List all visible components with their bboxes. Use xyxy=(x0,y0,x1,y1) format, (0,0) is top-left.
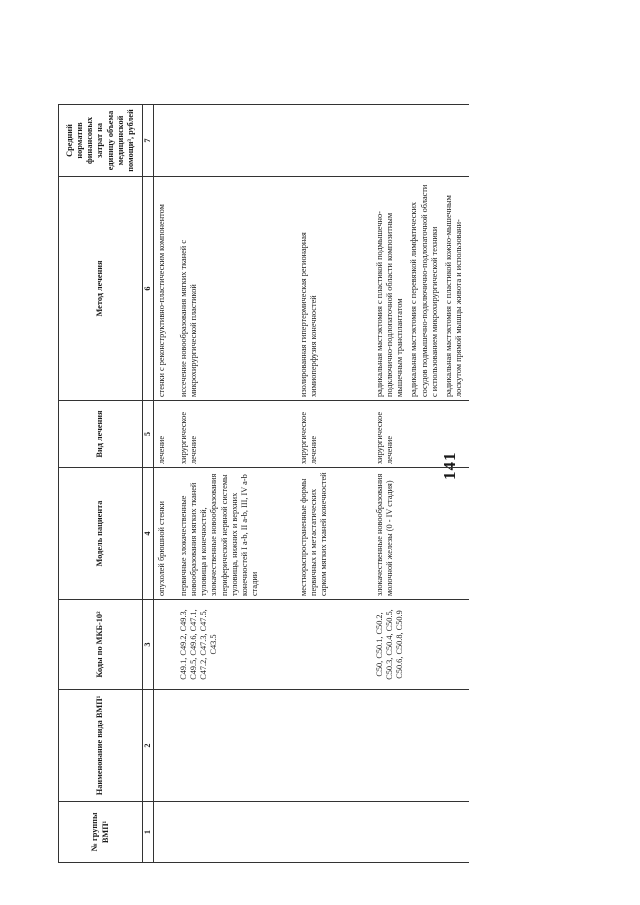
header-row xyxy=(59,105,143,863)
model-text: первичные злокачественные новообразования мягких тканей туловища и конечностей, злокачественные новообразования периферической нервной системы туловища, нижних и верхних конечностей I a-b, II a-b, III, IV a-b стадии xyxy=(179,473,259,596)
group-cell xyxy=(154,802,469,863)
col-number: 1 xyxy=(143,802,154,863)
col-number: 4 xyxy=(143,468,154,600)
col-number: 3 xyxy=(143,600,154,690)
treatment-type-text: хирургическое лечение xyxy=(179,411,199,464)
page-number: 141 xyxy=(440,451,459,480)
table-row xyxy=(154,105,469,863)
method-text: радикальная мастэктомия с перевязкой лимфатических сосудов подмышечно-подключично-подлопаточной области с использованием микрохирургической техники xyxy=(409,184,439,397)
column-number-row xyxy=(143,105,154,863)
treatment-table xyxy=(58,104,469,863)
col-header-cost: Средний норматив финансовых затрат на единицу объема медицинской помощи³, рублей xyxy=(59,105,143,177)
model-text: опухолей брюшной стенки xyxy=(157,501,167,596)
method-text: радикальная мастэктомия с пластикой кожно-мышечным лоскутом прямой мышцы живота и использовани- xyxy=(443,195,463,397)
col-number: 5 xyxy=(143,401,154,468)
treatment-type-text: хирургическое лечение xyxy=(299,411,319,464)
col-header-codes: Коды по МКБ-10² xyxy=(59,600,143,690)
method-text: изолированная гипертермическая регионарная химиоперфузия конечностей xyxy=(299,232,319,397)
codes-text: С50, С50.1, С50.2, С50.3, С50.4, С50.5, С50.6, С50.8, С50.9 xyxy=(375,609,405,680)
method-text: радикальная мастэктомия с пластикой подмышечно-подключично-подлопаточной области композитным мышечным трансплантатом xyxy=(375,211,405,397)
cost-cell xyxy=(154,105,469,177)
col-header-method: Метод лечения xyxy=(59,177,143,401)
col-number: 6 xyxy=(143,177,154,401)
name-cell xyxy=(154,690,469,802)
method-text: иссечение новообразования мягких тканей с микрохирургической пластикой xyxy=(179,239,199,397)
col-header-treatment-type: Вид лечения xyxy=(59,401,143,468)
model-cell xyxy=(154,468,469,600)
model-text: злокачественные новообразования молочной железы (0 - IV стадия) xyxy=(375,473,395,596)
treatment-type-text: лечение xyxy=(157,435,167,464)
treatment-type-cell xyxy=(154,401,469,468)
model-text: местнораспространенные формы первичных и метастатических сарком мягких тканей конечностей xyxy=(299,472,329,596)
col-header-group: № группы ВМП¹ xyxy=(59,802,143,863)
codes-cell xyxy=(154,600,469,690)
treatment-type-text: хирургическое лечение xyxy=(375,411,395,464)
col-header-name: Наименование вида ВМП¹ xyxy=(59,690,143,802)
method-cell xyxy=(154,177,469,401)
method-text: стенки с реконструктивно-пластическим компонентом xyxy=(157,204,167,397)
col-header-model: Модель пациента xyxy=(59,468,143,600)
col-number: 7 xyxy=(143,105,154,177)
col-number: 2 xyxy=(143,690,154,802)
codes-text: С49.1, С49.2, С49.3, С49.5, С49.6, С47.1, С47.2, С47.3, С47.5, С43.5 xyxy=(179,609,219,680)
